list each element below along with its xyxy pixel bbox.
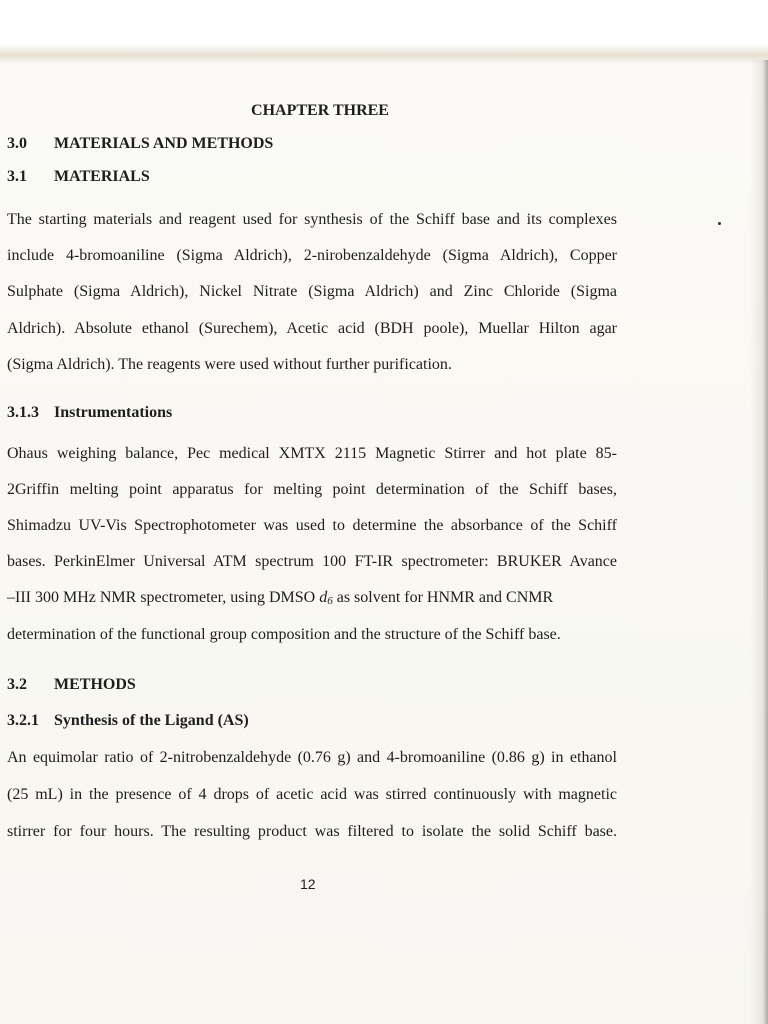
section-number: 3.1 [7, 168, 27, 185]
section-title: METHODS [54, 676, 136, 693]
paragraph-line: 2Griffin melting point apparatus for melting point determination of the Schiff bases, [7, 481, 617, 498]
section-heading-3-1-3 [7, 404, 172, 422]
paragraph-line: Shimadzu UV-Vis Spectrophotometer was used to determine the absorbance of the Schiff [7, 517, 617, 534]
paragraph-line: (Sigma Aldrich). The reagents were used without further purification. [7, 356, 452, 373]
section-title: Instrumentations [54, 404, 173, 421]
paragraph-line [7, 589, 617, 607]
section-heading-3-1 [7, 168, 150, 186]
page-top-shadow [0, 44, 768, 64]
paragraph-line: An equimolar ratio of 2-nitrobenzaldehyde (0.76 g) and 4-bromoaniline (0.86 g) in ethanol [7, 749, 617, 766]
line-text: –III 300 MHz NMR spectrometer, using DMSO [7, 589, 320, 606]
section-title: Synthesis of the Ligand (AS) [54, 712, 249, 729]
paragraph-line: Ohaus weighing balance, Pec medical XMTX 2115 Magnetic Stirrer and hot plate 85- [7, 445, 617, 462]
paragraph-line: determination of the functional group composition and the structure of the Schiff base. [7, 626, 561, 643]
page-number: 12 [300, 876, 316, 892]
solvent-symbol: d [319, 589, 328, 606]
section-title: MATERIALS AND METHODS [54, 135, 274, 152]
paragraph-line: Aldrich). Absolute ethanol (Surechem), Acetic acid (BDH poole), Muellar Hilton agar [7, 320, 617, 337]
paragraph-line: Sulphate (Sigma Aldrich), Nickel Nitrate (Sigma Aldrich) and Zinc Chloride (Sigma [7, 283, 617, 300]
section-title: MATERIALS [54, 168, 150, 185]
section-heading-3-2 [7, 676, 136, 694]
section-number: 3.2.1 [7, 712, 39, 729]
paragraph-line: bases. PerkinElmer Universal ATM spectrum 100 FT-IR spectrometer: BRUKER Avance [7, 553, 617, 570]
chapter-title: CHAPTER THREE [251, 102, 389, 119]
page-binding-edge [750, 60, 768, 1024]
paragraph-line: (25 mL) in the presence of 4 drops of acetic acid was stirred continuously with magnetic [7, 786, 617, 803]
scan-speck [718, 222, 721, 225]
paragraph-line: include 4-bromoaniline (Sigma Aldrich), 2-nirobenzaldehyde (Sigma Aldrich), Copper [7, 247, 617, 264]
section-number: 3.2 [7, 676, 27, 693]
section-number: 3.0 [7, 135, 27, 152]
section-number: 3.1.3 [7, 404, 39, 421]
paragraph-line: stirrer for four hours. The resulting product was filtered to isolate the solid Schiff base. [7, 823, 617, 840]
solvent-subscript: 6 [327, 595, 333, 607]
section-heading-3-2-1 [7, 712, 249, 730]
line-text: as solvent for HNMR and CNMR [332, 589, 554, 606]
section-heading-3-0 [7, 135, 273, 153]
paragraph-line: The starting materials and reagent used for synthesis of the Schiff base and its complexes [7, 211, 617, 228]
